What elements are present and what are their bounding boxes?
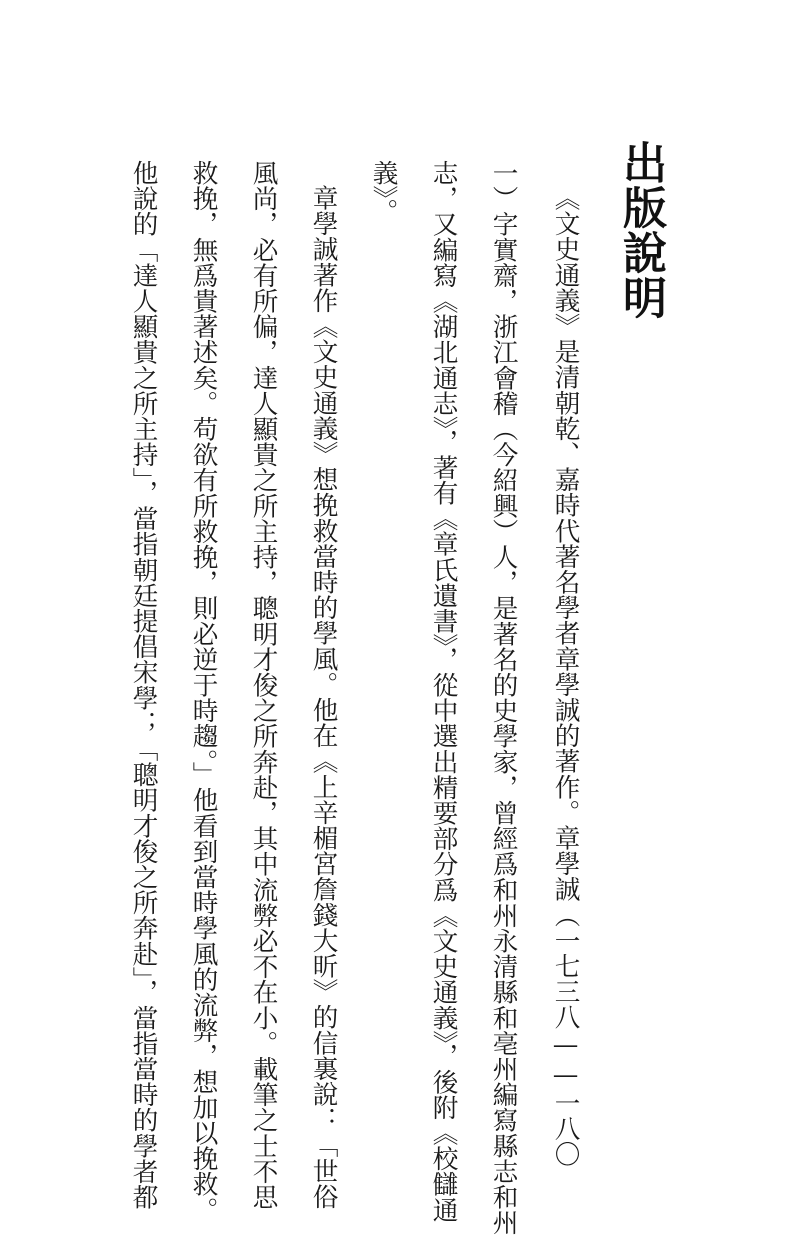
text-column-2: 一）字實齋，浙江會稽（今紹興）人，是著名的史學家，曾經爲和州永清縣和亳州編寫縣志和州 (488, 160, 519, 1235)
text-column-8: 他說的「達人顯貴之所主持」，當指朝廷提倡宋學；「聰明才俊之所奔赴」，當指當時的學者都 (128, 160, 159, 1210)
text-column-3: 志，又編寫《湖北通志》，著有《章氏遺書》，從中選出精要部分爲《文史通義》，後附《校讎通 (428, 160, 459, 1223)
page-title: 出版說明 (615, 140, 666, 320)
text-column-1: 《文史通義》是清朝乾、嘉時代著名學者章學誠的著作。章學誠（一七三八——一八〇 (550, 185, 581, 1167)
text-column-7: 救挽，無爲貴著述矣。苟欲有所救挽，則必逆于時趨。」他看到當時學風的流弊，想加以挽救。 (188, 160, 219, 1223)
text-column-4: 義》。 (368, 160, 399, 224)
text-column-6: 風尚，必有所偏，達人顯貴之所主持，聰明才俊之所奔赴，其中流弊必不在小。載筆之士不思 (248, 160, 279, 1210)
text-column-5: 章學誠著作《文史通義》想挽救當時的學風。他在《上辛楣宮詹錢大昕》的信裏說：「世俗 (308, 185, 339, 1209)
